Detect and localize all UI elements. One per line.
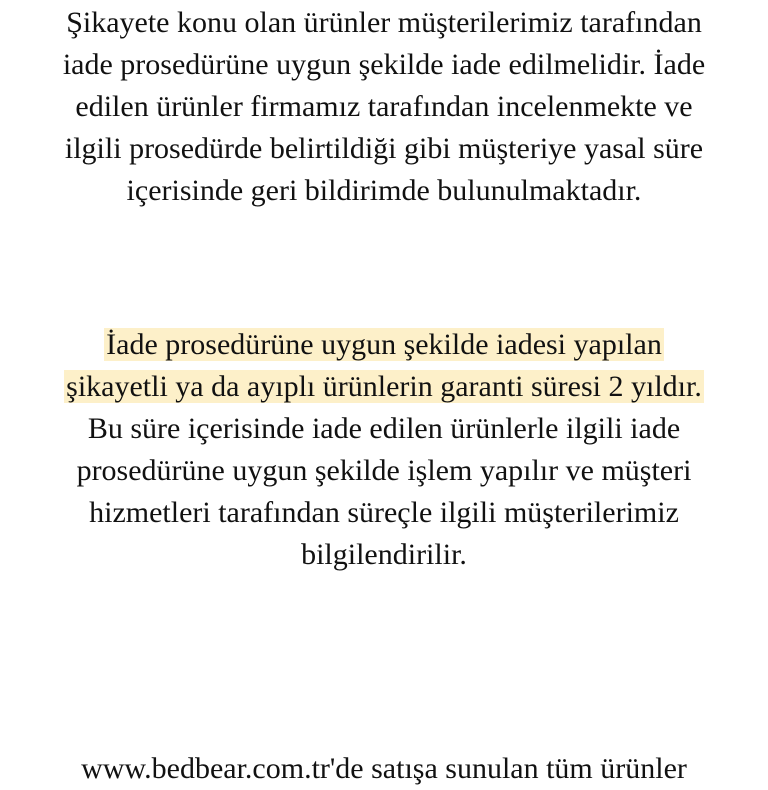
text-highlight: İade prosedürüne uygun şekilde iadesi yapılan (106, 328, 662, 361)
text-line: hizmetleri tarafından süreçle ilgili müşterilerimiz (89, 496, 679, 529)
text-line: içerisinde geri bildirimde bulunulmaktadır. (126, 174, 642, 207)
text-line: edilen ürünler firmamız tarafından incelenmekte ve (75, 90, 693, 123)
text-line: Bu süre içerisinde iade edilen ürünlerle ilgili iade (87, 412, 681, 445)
text-line: Şikayete konu olan ürünler müşterilerimiz tarafından (66, 6, 702, 39)
text-line: ilgili prosedürde belirtildiği gibi müşteriye yasal süre (64, 132, 704, 165)
text-highlight: şikayetli ya da ayıplı ürünlerin garanti süresi 2 yıldır. (66, 370, 702, 403)
highlighted-line (0, 324, 768, 366)
warranty-paragraph (0, 324, 768, 576)
text-line: www.bedbear.com.tr'de satışa sunulan tüm ürünler (81, 752, 687, 785)
highlighted-line (0, 366, 768, 408)
text-line: prosedürüne uygun şekilde işlem yapılır ve müşteri (76, 454, 692, 487)
complaint-return-paragraph (0, 2, 768, 212)
text-line: iade prosedürüne uygun şekilde iade edilmelidir. İade (62, 48, 706, 81)
products-paragraph (0, 748, 768, 790)
text-line: bilgilendirilir. (301, 538, 467, 571)
